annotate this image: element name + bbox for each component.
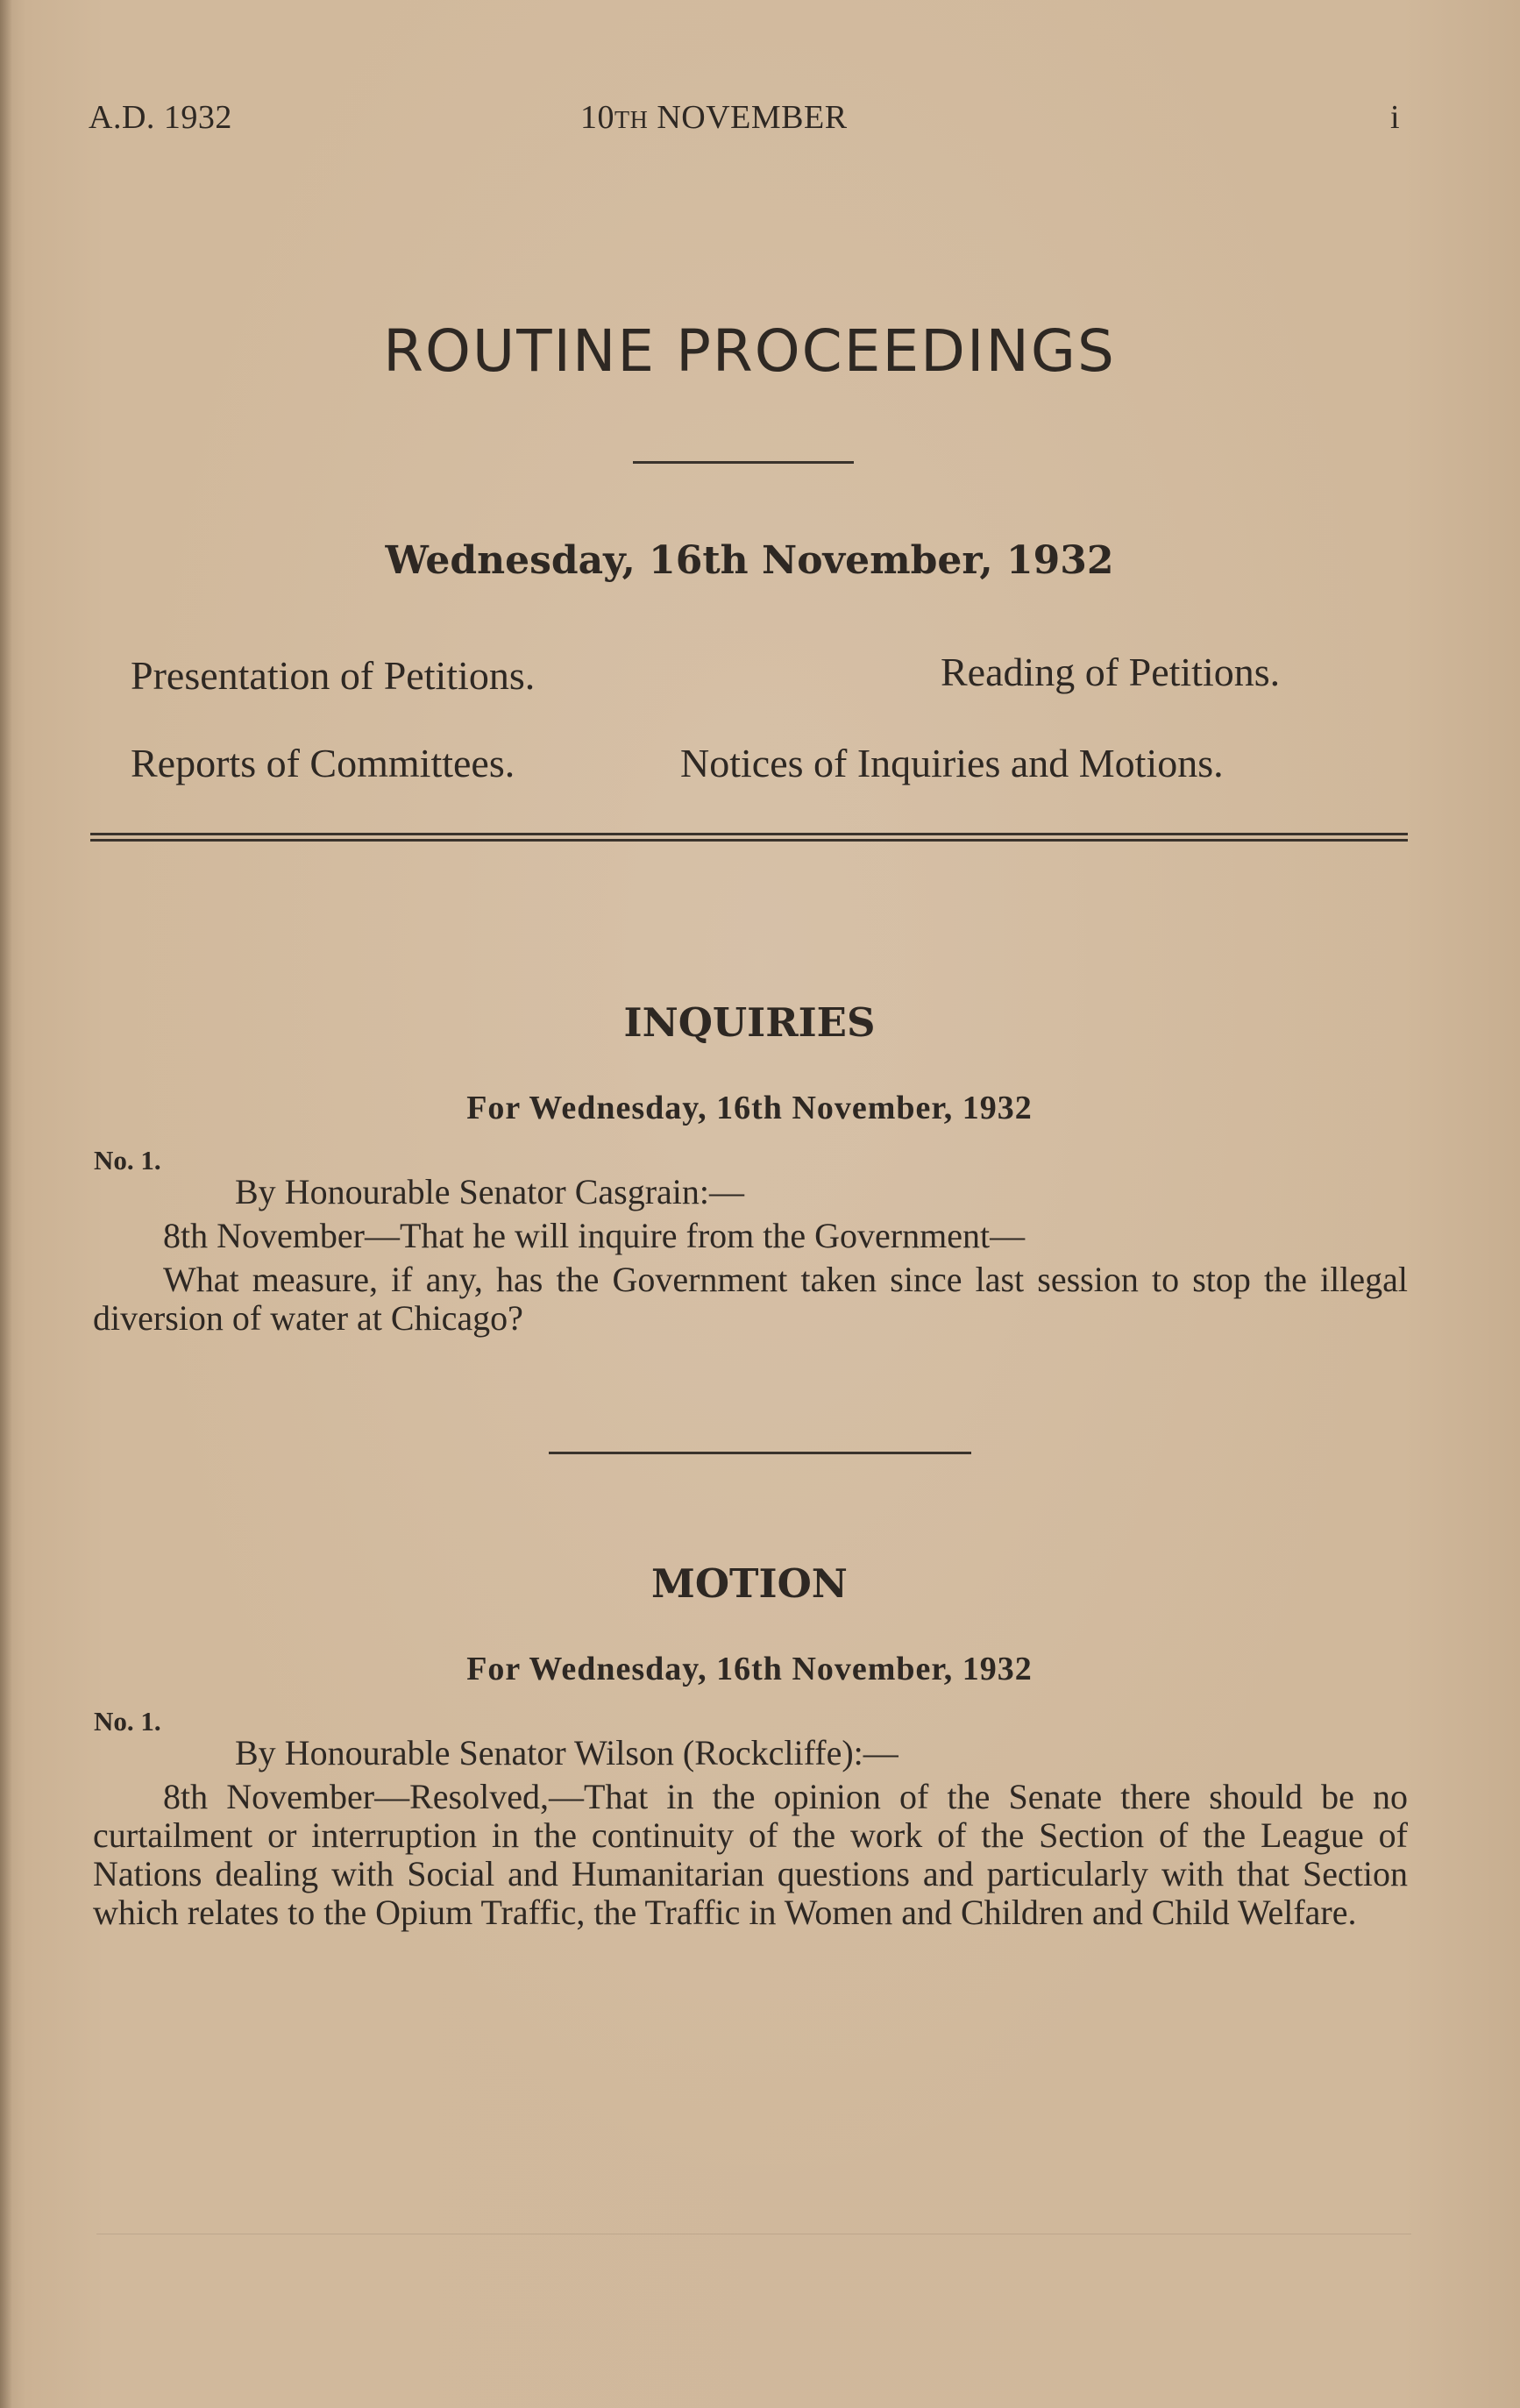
motion-mover: By Honourable Senator Wilson (Rockcliffe):— [235,1733,899,1772]
motion-heading: MOTION [651,1560,848,1607]
order-item-notices: Notices of Inquiries and Motions. [680,741,1224,785]
double-rule-top [90,833,1408,835]
header-date [580,98,848,137]
inquiries-notice: 8th November—That he will inquire from the Government— [163,1216,1026,1255]
title-rule [633,461,854,464]
header-date-suffix: TH [614,107,649,134]
motion-text: 8th November—Resolved,—That in the opinion of the Senate there should be no curtailment or interruption in the continuity of the work of the Section of the League of Nations dealing with Social and Humanitarian questions and particularly with that Section which relates to the Opium Traffic, the Traffic in Women and Children and Child Welfare. [93,1777,1408,1932]
inquiries-mover: By Honourable Senator Casgrain:— [235,1172,744,1211]
page-title: ROUTINE PROCEEDINGS [383,317,1116,385]
page-number: i [1390,99,1401,136]
header-date-day: 10 [580,99,614,136]
double-rule-bottom [90,839,1408,842]
header-year: A.D. 1932 [89,99,232,136]
order-item-reading: Reading of Petitions. [941,650,1281,694]
order-item-presentation: Presentation of Petitions. [131,653,536,698]
inquiries-date: For Wednesday, 16th November, 1932 [466,1090,1033,1126]
inquiries-item-number: No. 1. [94,1145,161,1176]
inquiries-heading: INQUIRIES [623,999,876,1046]
order-item-reports: Reports of Committees. [131,741,515,785]
section-divider-rule [549,1452,971,1454]
inquiries-text: What measure, if any, has the Government taken since last session to stop the illegal diversion of water at Chicago? [93,1260,1408,1338]
motion-item-number: No. 1. [94,1706,161,1737]
order-date: Wednesday, 16th November, 1932 [385,538,1114,583]
header-date-month: NOVEMBER [657,99,848,136]
motion-date: For Wednesday, 16th November, 1932 [466,1651,1033,1687]
